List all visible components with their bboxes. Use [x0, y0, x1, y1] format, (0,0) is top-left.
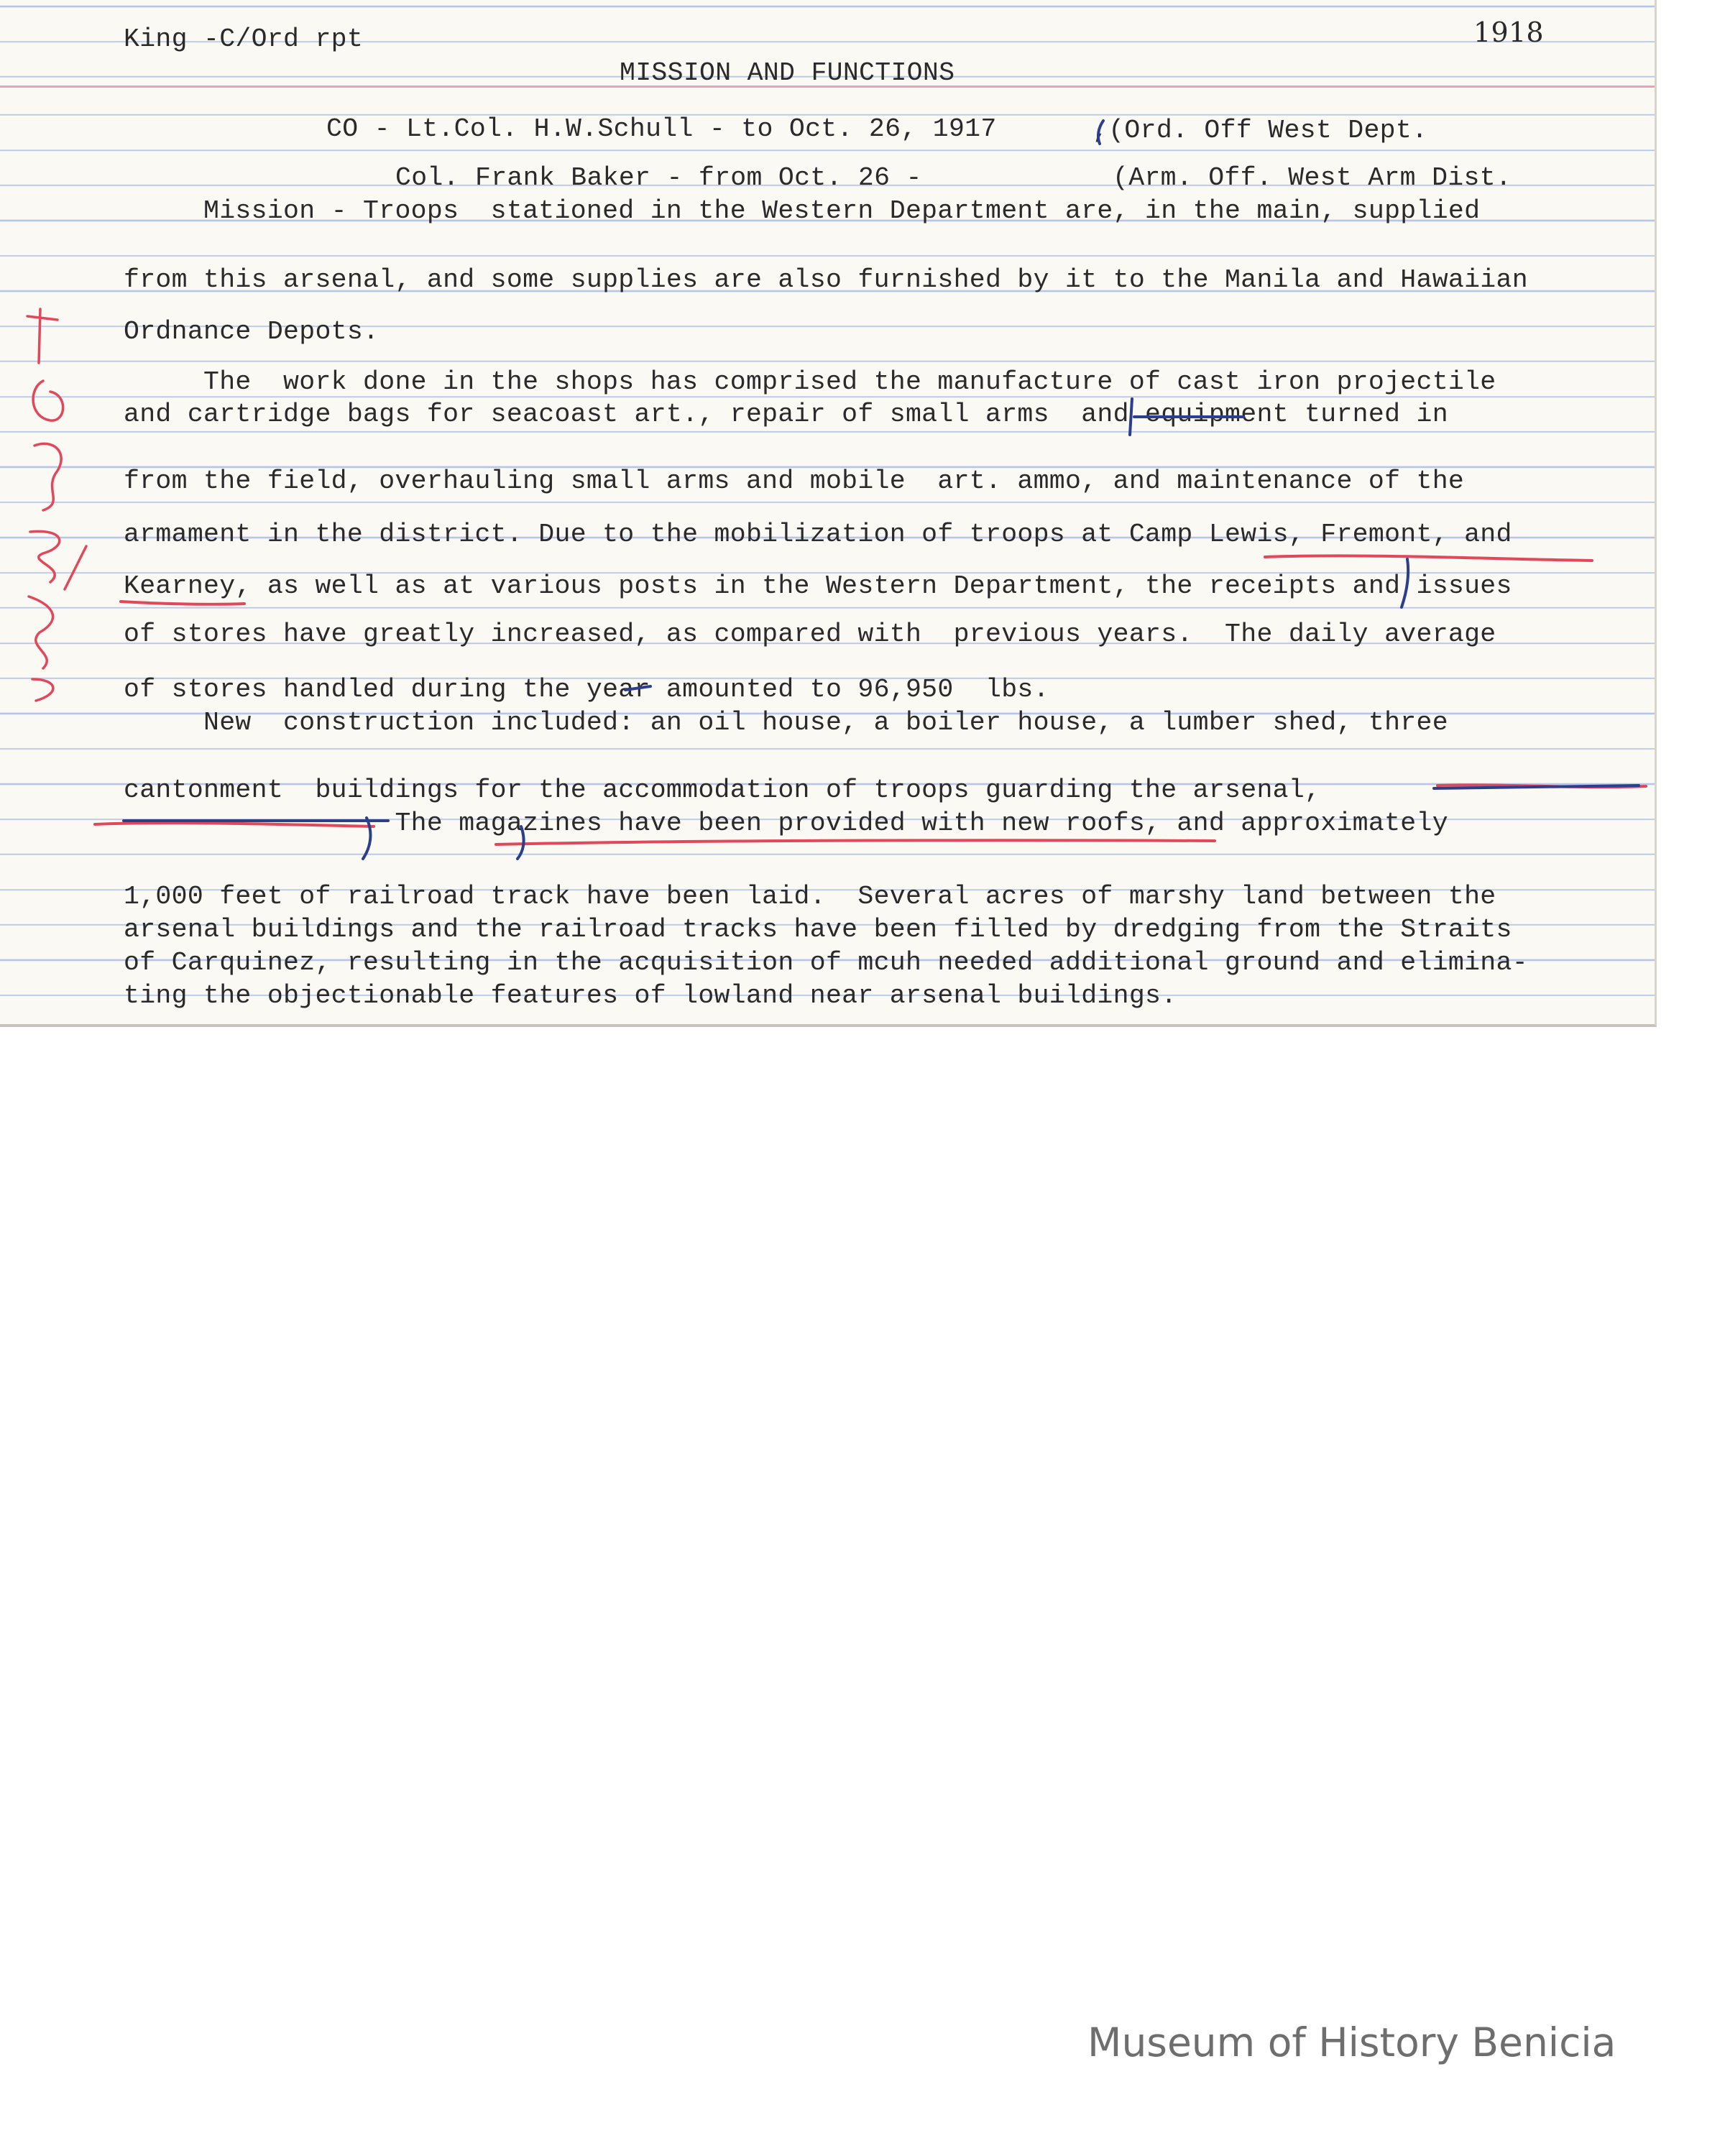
- body-line: The magazines have been provided with new roofs, and approximately: [124, 808, 1448, 838]
- body-line: 1,000 feet of railroad track have been laid. Several acres of marshy land between the: [124, 882, 1496, 911]
- co-line-2: Col. Frank Baker - from Oct. 26 -: [395, 163, 922, 193]
- body-line: Ordnance Depots.: [124, 317, 380, 346]
- body-line: of stores handled during the year amounted to 96,950 lbs.: [124, 675, 1049, 704]
- body-line: New construction included: an oil house, a boiler house, a lumber shed, three: [124, 708, 1448, 737]
- document-title: MISSION AND FUNCTIONS: [620, 58, 955, 88]
- body-line: of stores have greatly increased, as compared with previous years. The daily average: [124, 619, 1496, 649]
- body-line: Mission - Troops stationed in the Western Department are, in the main, supplied: [124, 196, 1481, 226]
- body-line: from the field, overhauling small arms and mobile art. ammo, and maintenance of the: [124, 466, 1465, 496]
- index-card: [0, 0, 1657, 1027]
- museum-watermark: Museum of History Benicia: [1087, 2019, 1616, 2065]
- header-source: King -C/Ord rpt: [124, 24, 364, 54]
- red-underlines: [95, 556, 1646, 844]
- body-line: ting the objectionable features of lowland near arsenal buildings.: [124, 981, 1177, 1010]
- handwritten-annotations: [0, 0, 1655, 1024]
- co-line-2-note: (Arm. Off. West Arm Dist.: [1113, 163, 1512, 193]
- co-line-1-note: ,(Ord. Off West Dept.: [1092, 116, 1428, 145]
- body-line: arsenal buildings and the railroad tracks have been filled by dredging from the Straits: [124, 915, 1512, 944]
- blue-corrections: [124, 121, 1639, 859]
- body-line: The work done in the shops has comprised the manufacture of cast iron projectile: [124, 367, 1496, 397]
- body-line: armament in the district. Due to the mobilization of troops at Camp Lewis, Fremont, and: [124, 520, 1512, 549]
- co-line-1: CO - Lt.Col. H.W.Schull - to Oct. 26, 1917: [326, 114, 997, 144]
- body-line: of Carquinez, resulting in the acquisition of mcuh needed additional ground and elimina-: [124, 948, 1528, 977]
- body-line: Kearney, as well as at various posts in the Western Department, the receipts and issues: [124, 571, 1512, 601]
- margin-scrawl-icon: [27, 309, 86, 701]
- body-line: and cartridge bags for seacoast art., repair of small arms and equipment turned in: [124, 400, 1448, 429]
- header-year: 1918: [1473, 17, 1544, 48]
- body-line: cantonment buildings for the accommodation of troops guarding the arsenal,: [124, 775, 1321, 805]
- body-line: from this arsenal, and some supplies are also furnished by it to the Manila and Hawaiian: [124, 265, 1528, 295]
